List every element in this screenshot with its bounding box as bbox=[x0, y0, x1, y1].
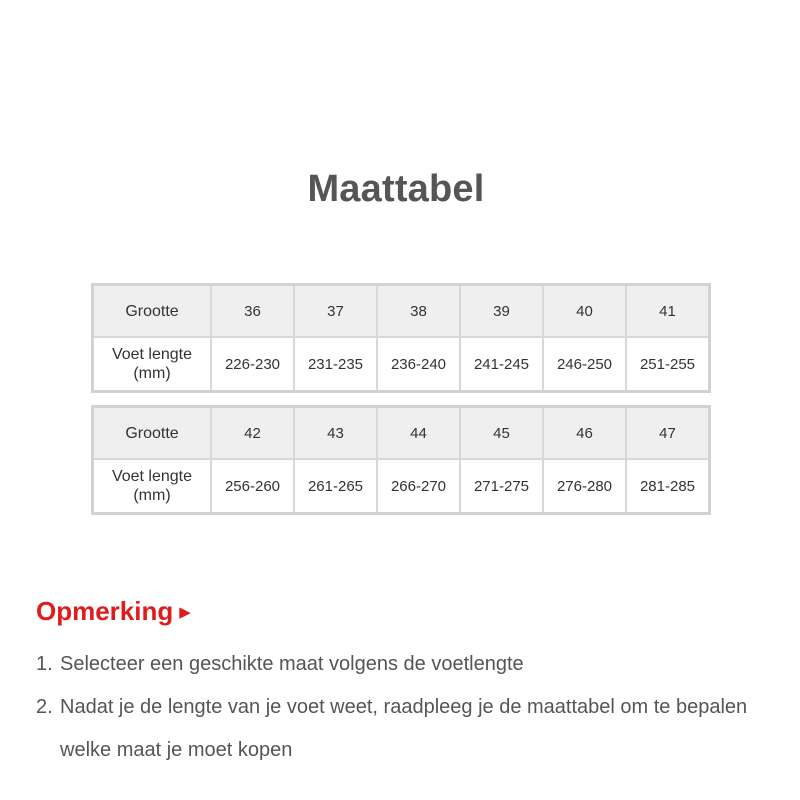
foot-length-cell: 231-235 bbox=[294, 337, 377, 392]
size-cell: 41 bbox=[626, 285, 710, 338]
foot-length-cell: 281-285 bbox=[626, 459, 710, 514]
foot-length-cell: 261-265 bbox=[294, 459, 377, 514]
foot-length-cell: 226-230 bbox=[211, 337, 294, 392]
foot-length-cell: 256-260 bbox=[211, 459, 294, 514]
size-cell: 38 bbox=[377, 285, 460, 338]
size-cell: 39 bbox=[460, 285, 543, 338]
foot-length-cell: 241-245 bbox=[460, 337, 543, 392]
note-item-number: 2. bbox=[36, 696, 53, 718]
foot-length-cell: 271-275 bbox=[460, 459, 543, 514]
foot-length-cell: 236-240 bbox=[377, 337, 460, 392]
foot-length-cell: 251-255 bbox=[626, 337, 710, 392]
size-cell: 37 bbox=[294, 285, 377, 338]
size-row bbox=[93, 285, 710, 338]
size-cell: 44 bbox=[377, 407, 460, 460]
foot-length-cell: 276-280 bbox=[543, 459, 626, 514]
note-item-text: Selecteer een geschikte maat volgens de voetlengte bbox=[60, 653, 524, 675]
size-cell: 36 bbox=[211, 285, 294, 338]
triangle-right-icon: ▶ bbox=[179, 604, 191, 621]
size-cell: 45 bbox=[460, 407, 543, 460]
note-item-number: 1. bbox=[36, 653, 53, 675]
foot-length-row bbox=[93, 337, 710, 392]
size-cell: 47 bbox=[626, 407, 710, 460]
page-title: Maattabel bbox=[307, 168, 485, 210]
size-table-2 bbox=[91, 405, 711, 515]
size-cell: 42 bbox=[211, 407, 294, 460]
size-row-label: Grootte bbox=[93, 407, 212, 460]
note-item bbox=[36, 643, 776, 686]
note-item bbox=[36, 686, 776, 772]
size-cell: 43 bbox=[294, 407, 377, 460]
size-row-label: Grootte bbox=[93, 285, 212, 338]
foot-length-row-label: Voet lengte (mm) bbox=[93, 337, 212, 392]
size-cell: 40 bbox=[543, 285, 626, 338]
size-cell: 46 bbox=[543, 407, 626, 460]
note-heading bbox=[36, 596, 191, 627]
foot-length-row-label: Voet lengte (mm) bbox=[93, 459, 212, 514]
size-row bbox=[93, 407, 710, 460]
foot-length-cell: 246-250 bbox=[543, 337, 626, 392]
note-heading-label: Opmerking bbox=[36, 596, 174, 626]
foot-length-row bbox=[93, 459, 710, 514]
size-table-1 bbox=[91, 283, 711, 393]
note-item-text: Nadat je de lengte van je voet weet, raadpleeg je de maattabel om te bepalen welke maat je moet kopen bbox=[60, 696, 748, 761]
foot-length-cell: 266-270 bbox=[377, 459, 460, 514]
note-list bbox=[36, 643, 776, 772]
